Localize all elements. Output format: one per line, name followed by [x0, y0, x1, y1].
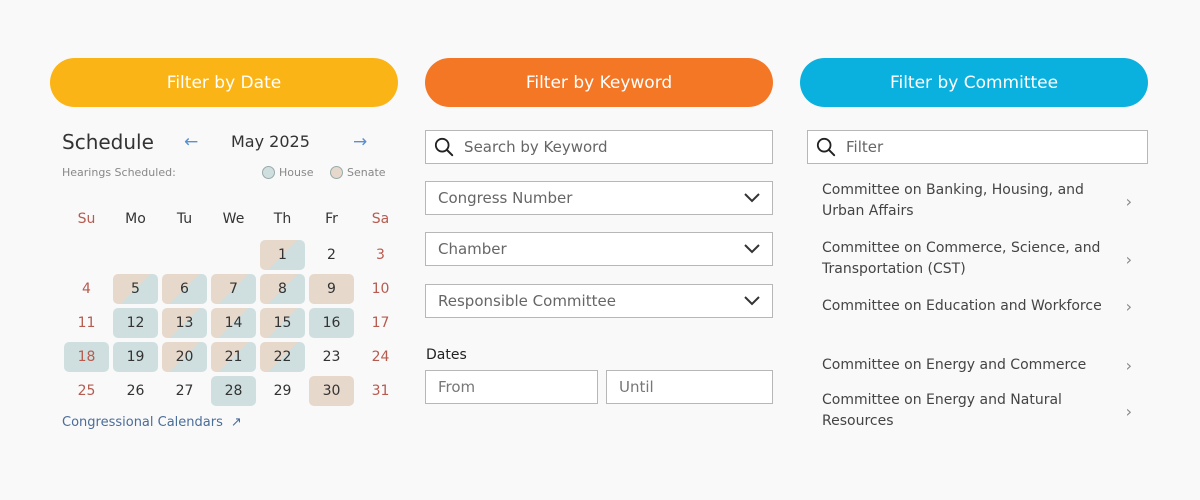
calendar-empty-cell — [160, 238, 209, 272]
committee-list-item[interactable] — [822, 238, 1132, 280]
weekday-header: Su — [77, 211, 96, 227]
calendar-grid — [62, 204, 405, 408]
keyword-search-box[interactable] — [425, 130, 773, 164]
day-number: 6 — [180, 281, 189, 297]
congressional-calendars-label: Congressional Calendars — [62, 415, 223, 430]
day-number: 19 — [126, 349, 145, 365]
day-number: 20 — [175, 349, 194, 365]
calendar-day[interactable] — [307, 306, 356, 340]
day-number: 10 — [371, 281, 390, 297]
day-number: 16 — [322, 315, 341, 331]
day-number: 13 — [175, 315, 194, 331]
congressional-calendars-link[interactable] — [62, 415, 242, 430]
legend-house — [262, 166, 313, 179]
legend-senate — [330, 166, 386, 179]
committee-name: Committee on Commerce, Science, and Transportation (CST) — [822, 240, 1101, 277]
committee-list-item[interactable] — [822, 296, 1132, 317]
schedule-title: Schedule — [62, 130, 154, 154]
weekday-header: Th — [273, 211, 292, 227]
calendar-day[interactable] — [356, 306, 405, 340]
chevron-right-icon: › — [1125, 401, 1132, 421]
calendar-day[interactable] — [356, 340, 405, 374]
month-label: May 2025 — [231, 132, 310, 151]
day-number: 26 — [126, 383, 145, 399]
calendar-day[interactable] — [209, 374, 258, 408]
house-swatch-icon — [262, 166, 275, 179]
weekday-header: We — [222, 211, 245, 227]
keyword-search-input[interactable] — [464, 138, 772, 156]
hearings-scheduled-label: Hearings Scheduled: — [62, 166, 176, 179]
calendar-day[interactable] — [111, 374, 160, 408]
filter-by-date-button[interactable]: Filter by Date — [50, 58, 398, 107]
calendar-day[interactable] — [160, 272, 209, 306]
hearings-legend — [62, 166, 392, 182]
day-number: 22 — [273, 349, 292, 365]
prev-month-arrow-icon[interactable]: ← — [184, 132, 199, 152]
day-number: 17 — [371, 315, 390, 331]
search-icon — [816, 136, 836, 158]
legend-senate-label: Senate — [347, 166, 386, 179]
committee-list-item[interactable] — [822, 390, 1132, 432]
calendar-day[interactable] — [307, 238, 356, 272]
committee-list-item[interactable] — [822, 180, 1132, 222]
day-number: 7 — [229, 281, 238, 297]
calendar-day[interactable] — [356, 238, 405, 272]
committee-name: Committee on Education and Workforce — [822, 298, 1102, 314]
chevron-right-icon: › — [1125, 356, 1132, 375]
calendar-empty-cell — [62, 238, 111, 272]
filter-by-committee-button[interactable]: Filter by Committee — [800, 58, 1148, 107]
committee-filter-box[interactable] — [807, 130, 1148, 164]
day-number: 21 — [224, 349, 243, 365]
day-number: 27 — [175, 383, 194, 399]
calendar-day[interactable] — [62, 272, 111, 306]
day-number: 12 — [126, 315, 145, 331]
day-number: 28 — [224, 383, 243, 399]
calendar-day[interactable] — [160, 340, 209, 374]
calendar-day[interactable] — [111, 340, 160, 374]
committee-name: Committee on Energy and Natural Resources — [822, 392, 1062, 429]
calendar-day[interactable] — [258, 272, 307, 306]
weekday-header: Sa — [371, 211, 390, 227]
calendar-day[interactable] — [356, 374, 405, 408]
congress-number-label: Congress Number — [438, 189, 573, 207]
date-until-field[interactable] — [606, 370, 773, 404]
calendar-day[interactable] — [62, 340, 111, 374]
senate-swatch-icon — [330, 166, 343, 179]
chevron-right-icon: › — [1125, 297, 1132, 316]
calendar-day[interactable] — [258, 340, 307, 374]
search-icon — [434, 136, 454, 158]
day-number: 9 — [327, 281, 336, 297]
calendar-day[interactable] — [209, 306, 258, 340]
congress-number-select[interactable] — [425, 181, 773, 215]
chevron-right-icon: › — [1125, 191, 1132, 211]
calendar-day[interactable] — [356, 272, 405, 306]
weekday-header: Mo — [125, 211, 146, 227]
legend-house-label: House — [279, 166, 314, 179]
chamber-select[interactable] — [425, 232, 773, 266]
day-number: 29 — [273, 383, 292, 399]
day-number: 1 — [278, 247, 287, 263]
chevron-right-icon: › — [1125, 249, 1132, 269]
filter-by-keyword-button[interactable]: Filter by Keyword — [425, 58, 773, 107]
calendar-day[interactable] — [307, 272, 356, 306]
calendar-day[interactable] — [209, 340, 258, 374]
day-number: 18 — [77, 349, 96, 365]
day-number: 11 — [77, 315, 96, 331]
dates-label: Dates — [426, 347, 467, 363]
calendar-empty-cell — [209, 238, 258, 272]
day-number: 24 — [371, 349, 390, 365]
calendar-day[interactable] — [62, 374, 111, 408]
day-number: 8 — [278, 281, 287, 297]
chevron-down-icon — [744, 244, 760, 254]
day-number: 25 — [77, 383, 96, 399]
day-number: 31 — [371, 383, 390, 399]
date-until-input[interactable] — [619, 378, 772, 396]
day-number: 3 — [376, 247, 385, 263]
day-number: 4 — [82, 281, 91, 297]
day-number: 30 — [322, 383, 341, 399]
day-number: 23 — [322, 349, 341, 365]
calendar-day[interactable] — [160, 306, 209, 340]
committee-list-item[interactable] — [822, 355, 1132, 376]
external-link-arrow-icon: ↗ — [230, 415, 242, 430]
calendar-day[interactable] — [209, 272, 258, 306]
day-number: 5 — [131, 281, 140, 297]
calendar-day[interactable] — [307, 340, 356, 374]
calendar-day[interactable] — [160, 374, 209, 408]
calendar-day[interactable] — [111, 306, 160, 340]
chevron-down-icon — [744, 193, 760, 203]
calendar-day[interactable] — [111, 272, 160, 306]
weekday-header: Fr — [325, 211, 338, 227]
date-from-field[interactable] — [425, 370, 598, 404]
day-number: 15 — [273, 315, 292, 331]
responsible-committee-label: Responsible Committee — [438, 292, 616, 310]
calendar-day[interactable] — [307, 374, 356, 408]
chevron-down-icon — [744, 296, 760, 306]
committee-name: Committee on Energy and Commerce — [822, 357, 1087, 373]
chamber-label: Chamber — [438, 240, 507, 258]
weekday-header: Tu — [176, 211, 193, 227]
day-number: 14 — [224, 315, 243, 331]
next-month-arrow-icon[interactable]: → — [353, 132, 368, 152]
calendar-day[interactable] — [258, 374, 307, 408]
day-number: 2 — [327, 247, 336, 263]
date-from-input[interactable] — [438, 378, 597, 396]
calendar-day[interactable] — [258, 238, 307, 272]
calendar-day[interactable] — [258, 306, 307, 340]
committee-filter-input[interactable] — [846, 138, 1147, 156]
calendar-day[interactable] — [62, 306, 111, 340]
committee-name: Committee on Banking, Housing, and Urban Affairs — [822, 182, 1084, 219]
calendar-empty-cell — [111, 238, 160, 272]
responsible-committee-select[interactable] — [425, 284, 773, 318]
